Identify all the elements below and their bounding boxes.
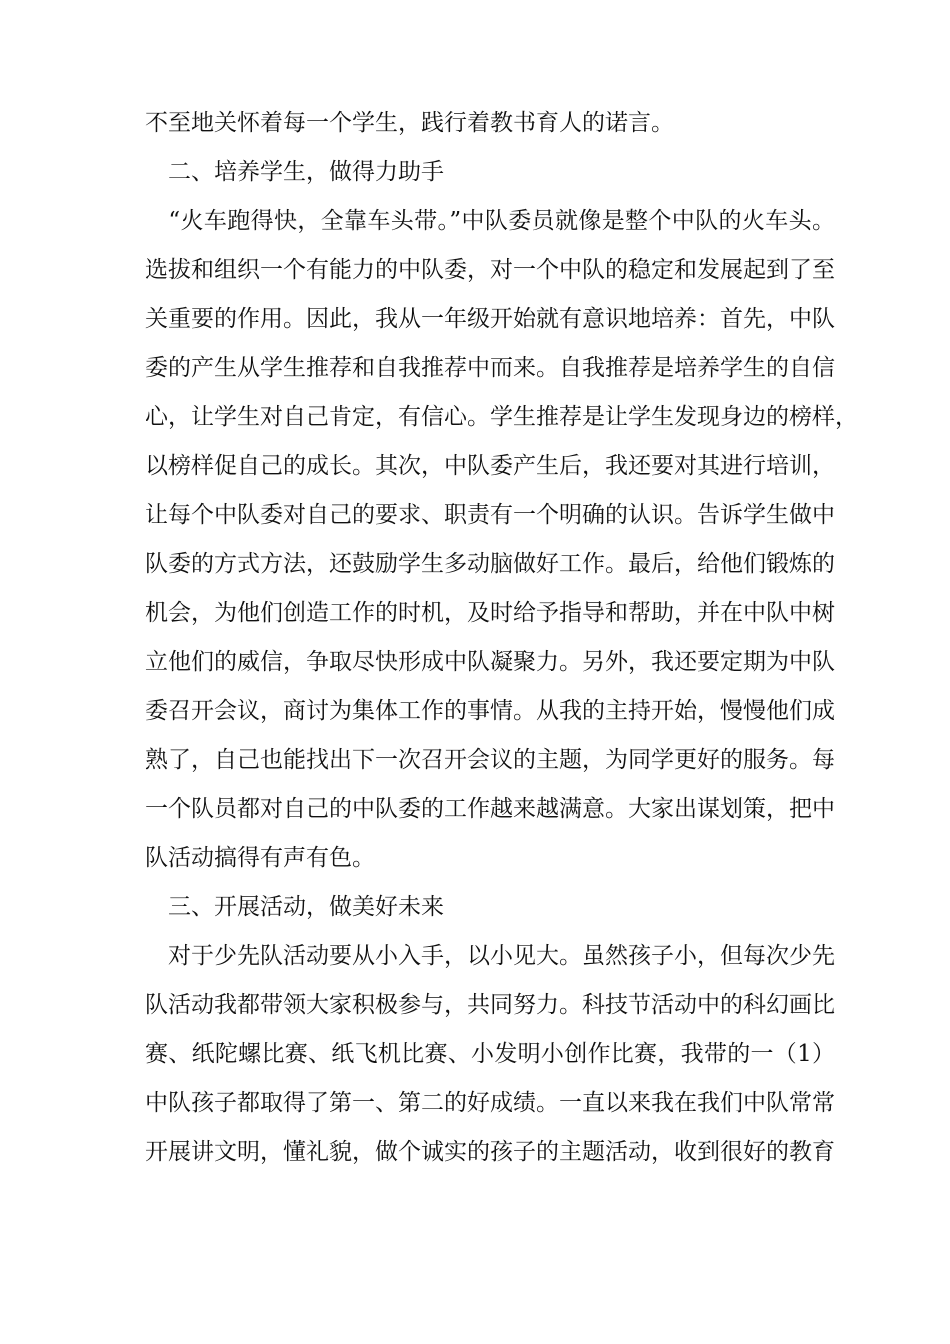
paragraph-line: 赛、纸陀螺比赛、纸飞机比赛、小发明小创作比赛，我带的一（1）	[145, 1041, 835, 1067]
section-heading: 二、培养学生，做得力助手	[145, 159, 444, 185]
paragraph-line: 熟了，自己也能找出下一次召开会议的主题，为同学更好的服务。每	[145, 747, 835, 773]
paragraph-line: 以榜样促自己的成长。其次，中队委产生后，我还要对其进行培训，	[145, 453, 835, 479]
paragraph-line: 队委的方式方法，还鼓励学生多动脑做好工作。最后，给他们锻炼的	[145, 551, 835, 577]
paragraph-line: 队活动我都带领大家积极参与，共同努力。科技节活动中的科幻画比	[145, 992, 835, 1018]
paragraph-line: 一个队员都对自己的中队委的工作越来越满意。大家出谋划策，把中	[145, 796, 835, 822]
paragraph-line: 关重要的作用。因此，我从一年级开始就有意识地培养：首先，中队	[145, 306, 835, 332]
paragraph-line: 对于少先队活动要从小入手，以小见大。虽然孩子小，但每次少先	[145, 943, 835, 969]
paragraph-line: 委的产生从学生推荐和自我推荐中而来。自我推荐是培养学生的自信	[145, 355, 835, 381]
paragraph-line: 选拔和组织一个有能力的中队委，对一个中队的稳定和发展起到了至	[145, 257, 835, 283]
paragraph-line: 让每个中队委对自己的要求、职责有一个明确的认识。告诉学生做中	[145, 502, 835, 528]
paragraph-line: 机会，为他们创造工作的时机，及时给予指导和帮助，并在中队中树	[145, 600, 835, 626]
paragraph-line: 心，让学生对自己肯定，有信心。学生推荐是让学生发现身边的榜样，	[145, 404, 858, 430]
section-heading: 三、开展活动，做美好未来	[145, 894, 444, 920]
paragraph-line: 中队孩子都取得了第一、第二的好成绩。一直以来我在我们中队常常	[145, 1090, 835, 1116]
paragraph-line: 不至地关怀着每一个学生，践行着教书育人的诺言。	[145, 110, 674, 136]
paragraph-line: 队活动搞得有声有色。	[145, 845, 375, 871]
paragraph-line: “火车跑得快，全靠车头带。”中队委员就像是整个中队的火车头。	[145, 208, 835, 234]
paragraph-line: 立他们的威信，争取尽快形成中队凝聚力。另外，我还要定期为中队	[145, 649, 835, 675]
paragraph-line: 委召开会议，商讨为集体工作的事情。从我的主持开始，慢慢他们成	[145, 698, 835, 724]
paragraph-line: 开展讲文明，懂礼貌，做个诚实的孩子的主题活动，收到很好的教育	[145, 1139, 835, 1165]
